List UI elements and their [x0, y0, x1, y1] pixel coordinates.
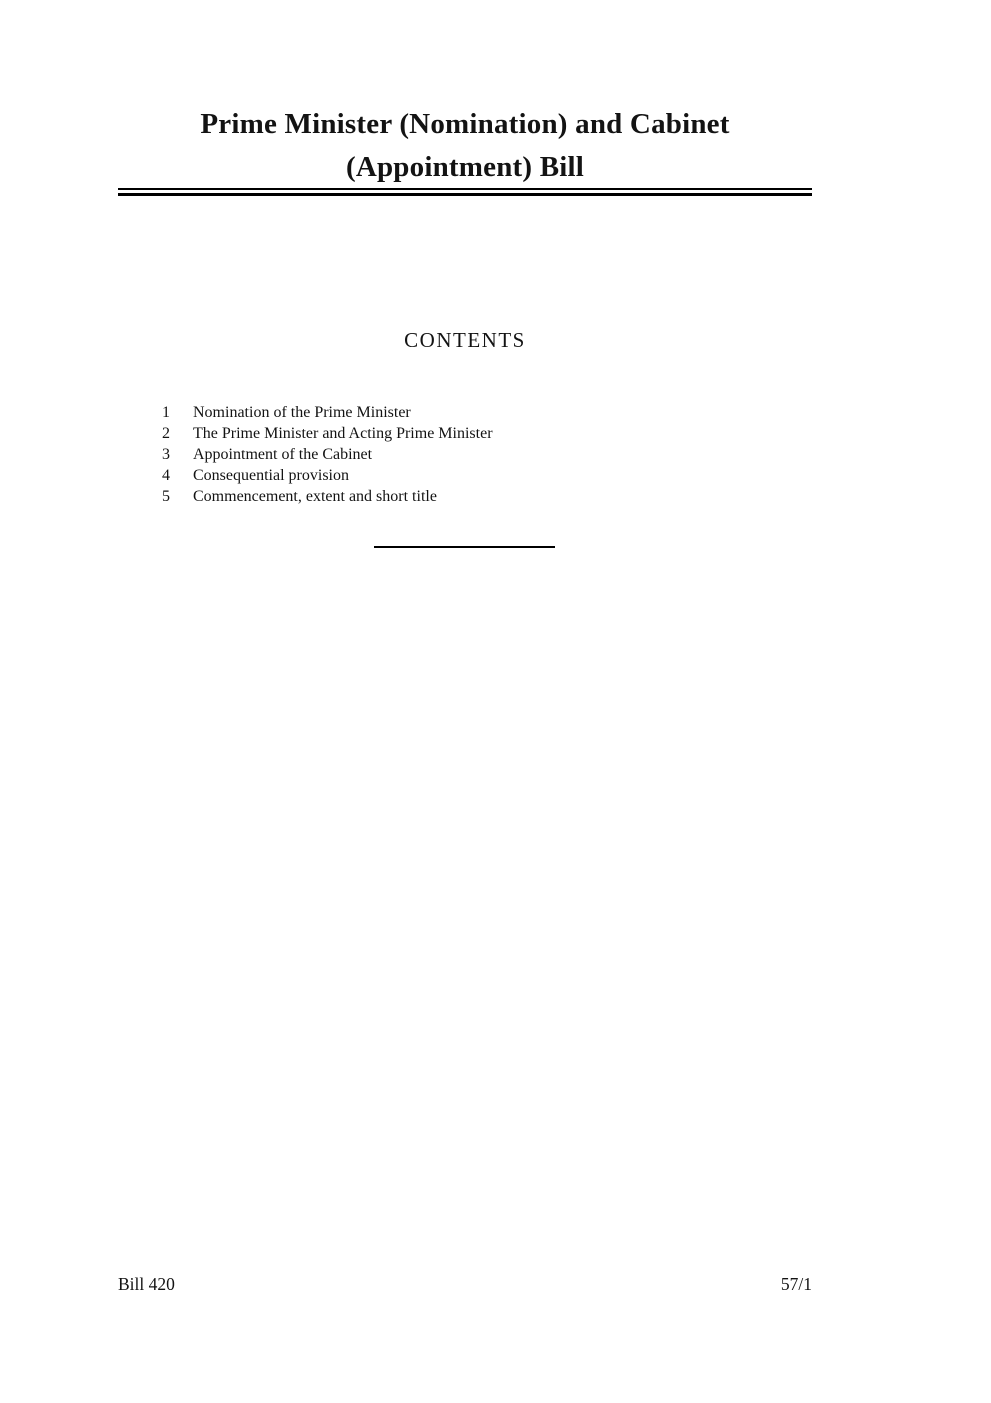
contents-row: [118, 486, 812, 507]
contents-row: [118, 402, 812, 423]
contents-list: [118, 402, 812, 507]
bill-title-line-1: Prime Minister (Nomination) and Cabinet: [200, 108, 730, 140]
clause-number: 3: [162, 446, 170, 463]
clause-title: The Prime Minister and Acting Prime Minister: [193, 425, 493, 442]
section-divider-rule: [374, 546, 555, 548]
contents-heading: CONTENTS: [404, 328, 526, 352]
clause-title: Consequential provision: [193, 467, 349, 484]
clause-number: 1: [162, 404, 170, 421]
bill-number: Bill 420: [118, 1274, 175, 1294]
print-code: 57/1: [780, 1274, 812, 1294]
clause-number: 2: [162, 425, 170, 442]
clause-title: Nomination of the Prime Minister: [193, 404, 411, 421]
clause-title: Commencement, extent and short title: [193, 488, 437, 505]
title-double-rule: [118, 188, 812, 196]
clause-number: 4: [162, 467, 170, 484]
contents-row: [118, 423, 812, 444]
bill-title: [118, 103, 812, 189]
clause-title: Appointment of the Cabinet: [193, 446, 373, 463]
page-footer: [118, 1274, 812, 1295]
contents-row: [118, 465, 812, 486]
clause-number: 5: [162, 488, 170, 505]
contents-row: [118, 444, 812, 465]
bill-title-line-2: (Appointment) Bill: [345, 151, 585, 183]
